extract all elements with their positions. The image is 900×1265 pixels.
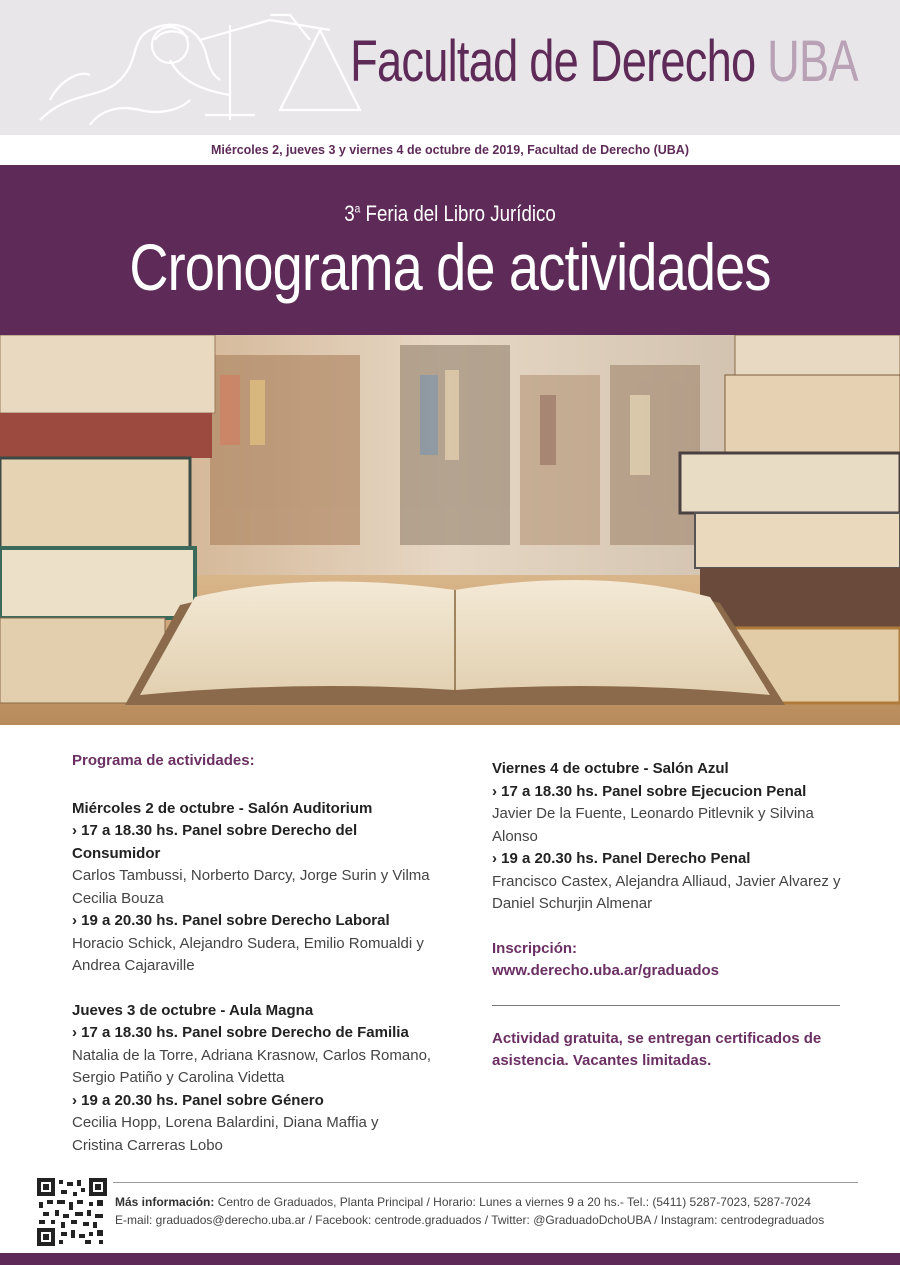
faculty-title (350, 28, 858, 95)
faculty-main: Facultad de Derecho (350, 29, 756, 94)
books-photo (0, 335, 900, 725)
bottom-bar (0, 1253, 900, 1265)
panel-speakers: Horacio Schick, Alejandro Sudera, Emilio Romualdi y Andrea Cajaraville (72, 934, 424, 974)
panel-title: › 17 a 18.30 hs. Panel sobre Derecho de Familia (72, 1024, 409, 1041)
page-title: Cronograma de actividades (129, 230, 771, 304)
footer-line-2: E-mail: graduados@derecho.uba.ar / Facebook: centrode.graduados / Twitter: @GraduadoDchoUBA / Instagram: centrodegraduados (115, 1213, 825, 1227)
qr-code-icon[interactable] (37, 1178, 107, 1246)
program-content (0, 725, 900, 1175)
fair-ordinal-sup: a (354, 201, 361, 216)
footer-divider (113, 1182, 858, 1183)
panel-title: › 19 a 20.30 hs. Panel Derecho Penal (492, 850, 751, 867)
panel-speakers: Javier De la Fuente, Leonardo Pitlevnik y Silvina Alonso (492, 805, 814, 845)
inscription-label: Inscripción: (492, 939, 578, 957)
more-info-label: Más información: (115, 1195, 215, 1209)
panel-speakers: Cecilia Hopp, Lorena Balardini, Diana Maffia y Cristina Carreras Lobo (72, 1114, 379, 1154)
day-title: Viernes 4 de octubre - Salón Azul (492, 760, 729, 777)
panel-speakers: Natalia de la Torre, Adriana Krasnow, Carlos Romano, Sergio Patiño y Carolina Videtta (72, 1046, 432, 1086)
justice-figure-logo (30, 0, 400, 135)
panel-title: › 17 a 18.30 hs. Panel sobre Ejecucion Penal (492, 782, 807, 800)
fair-name: Feria del Libro Jurídico (365, 201, 556, 226)
footer-info (115, 1193, 824, 1229)
fair-ordinal: 3 (344, 201, 355, 226)
header-banner (0, 0, 900, 135)
event-dates: Miércoles 2, jueves 3 y viernes 4 de octubre de 2019, Facultad de Derecho (UBA) (211, 143, 689, 157)
divider (492, 1005, 840, 1006)
title-band (0, 165, 900, 335)
program-right-column (492, 758, 852, 1073)
panel-speakers: Francisco Castex, Alejandra Alliaud, Javier Alvarez y Daniel Schurjin Almenar (492, 872, 841, 912)
panel-title: › 19 a 20.30 hs. Panel sobre Género (72, 1091, 324, 1109)
program-heading: Programa de actividades: (72, 752, 255, 769)
program-left-column (72, 750, 432, 1157)
inscription-link[interactable]: www.derecho.uba.ar/graduados (492, 962, 719, 979)
fair-subtitle (68, 201, 833, 227)
day-title: Jueves 3 de octubre - Aula Magna (72, 1001, 314, 1019)
day-title: Miércoles 2 de octubre - Salón Auditorium (72, 799, 373, 817)
free-activity-notice: Actividad gratuita, se entregan certificados de asistencia. Vacantes limitadas. (492, 1029, 822, 1069)
footer-line-1 (115, 1193, 824, 1211)
panel-title: › 17 a 18.30 hs. Panel sobre Derecho del Consumidor (72, 822, 358, 862)
contact-info: Centro de Graduados, Planta Principal / Horario: Lunes a viernes 9 a 20 hs.- Tel.: (5411) 5287-7023, 5287-7024 (217, 1195, 811, 1209)
faculty-uba: UBA (767, 29, 858, 94)
panel-title: › 19 a 20.30 hs. Panel sobre Derecho Laboral (72, 912, 390, 929)
panel-speakers: Carlos Tambussi, Norberto Darcy, Jorge Surin y Vilma Cecilia Bouza (72, 867, 430, 907)
